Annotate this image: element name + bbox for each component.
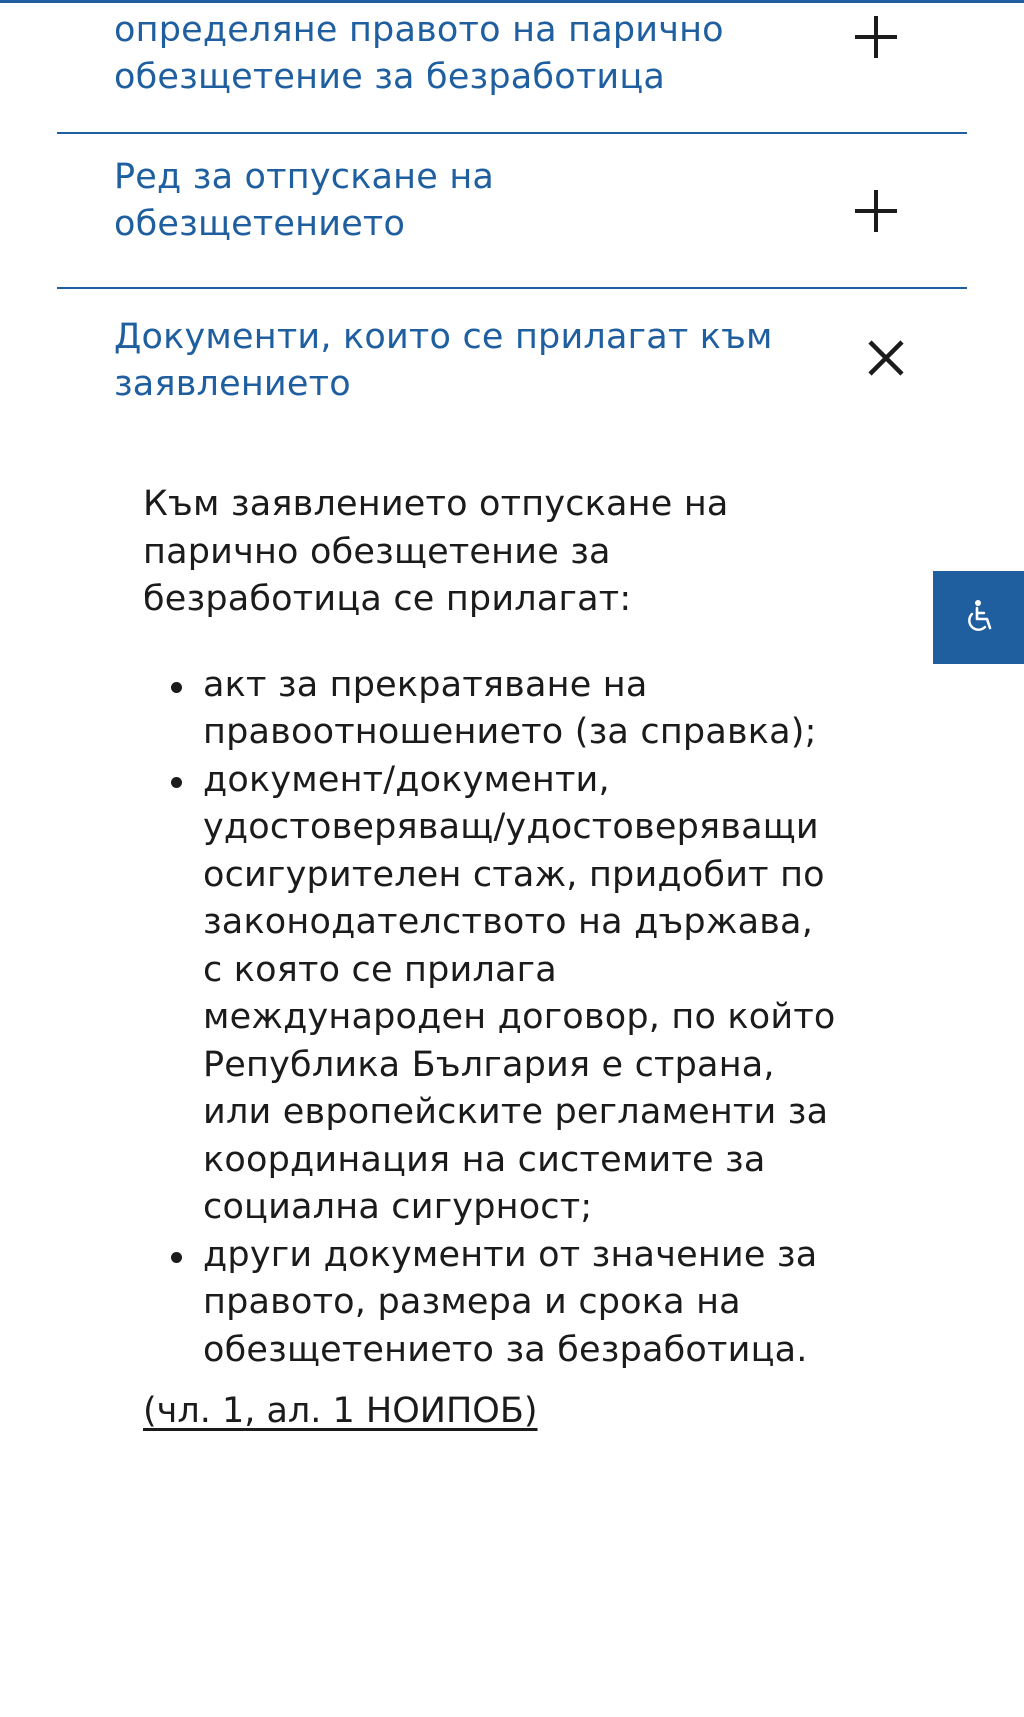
faq-accordion [57,0,967,1436]
accordion-item-documents [57,289,967,1436]
documents-list [143,662,843,1375]
list-item: други документи от значение за правото, размера и срока на обезщетението за безработица. [203,1232,843,1375]
close-icon[interactable] [859,331,913,385]
accordion-content [57,429,843,1436]
accordion-item-title[interactable]: определяне правото на парично обезщетение за безработица [114,10,724,97]
accordion-header[interactable] [57,289,967,429]
legal-reference-link[interactable]: (чл. 1, ал. 1 НОИПОБ) [143,1391,538,1431]
list-item: документ/документи, удостоверяващ/удостоверяващи осигурителен стаж, придобит по законодателството на държава, с която се прилага международен договор, по който Република България е страна, или европейските регламенти за координация на системите за социална сигурност; [203,757,843,1232]
accordion-header[interactable] [57,0,967,132]
plus-icon[interactable] [849,10,903,64]
accordion-item-procedure [57,134,967,289]
content-intro: Към заявлението отпускане на парично обезщетение за безработица се прилагат: [143,484,729,619]
accordion-header[interactable] [57,134,967,287]
accordion-item-title[interactable]: Документи, които се прилагат към заявлението [114,317,773,404]
accordion-item-title[interactable]: Ред за отпускане на обезщетението [114,157,495,244]
accessibility-button[interactable] [933,571,1024,664]
plus-icon[interactable] [849,184,903,238]
wheelchair-icon [962,598,996,638]
list-item: акт за прекратяване на правоотношението (за справка); [203,662,843,757]
accordion-item-eligibility [57,0,967,134]
